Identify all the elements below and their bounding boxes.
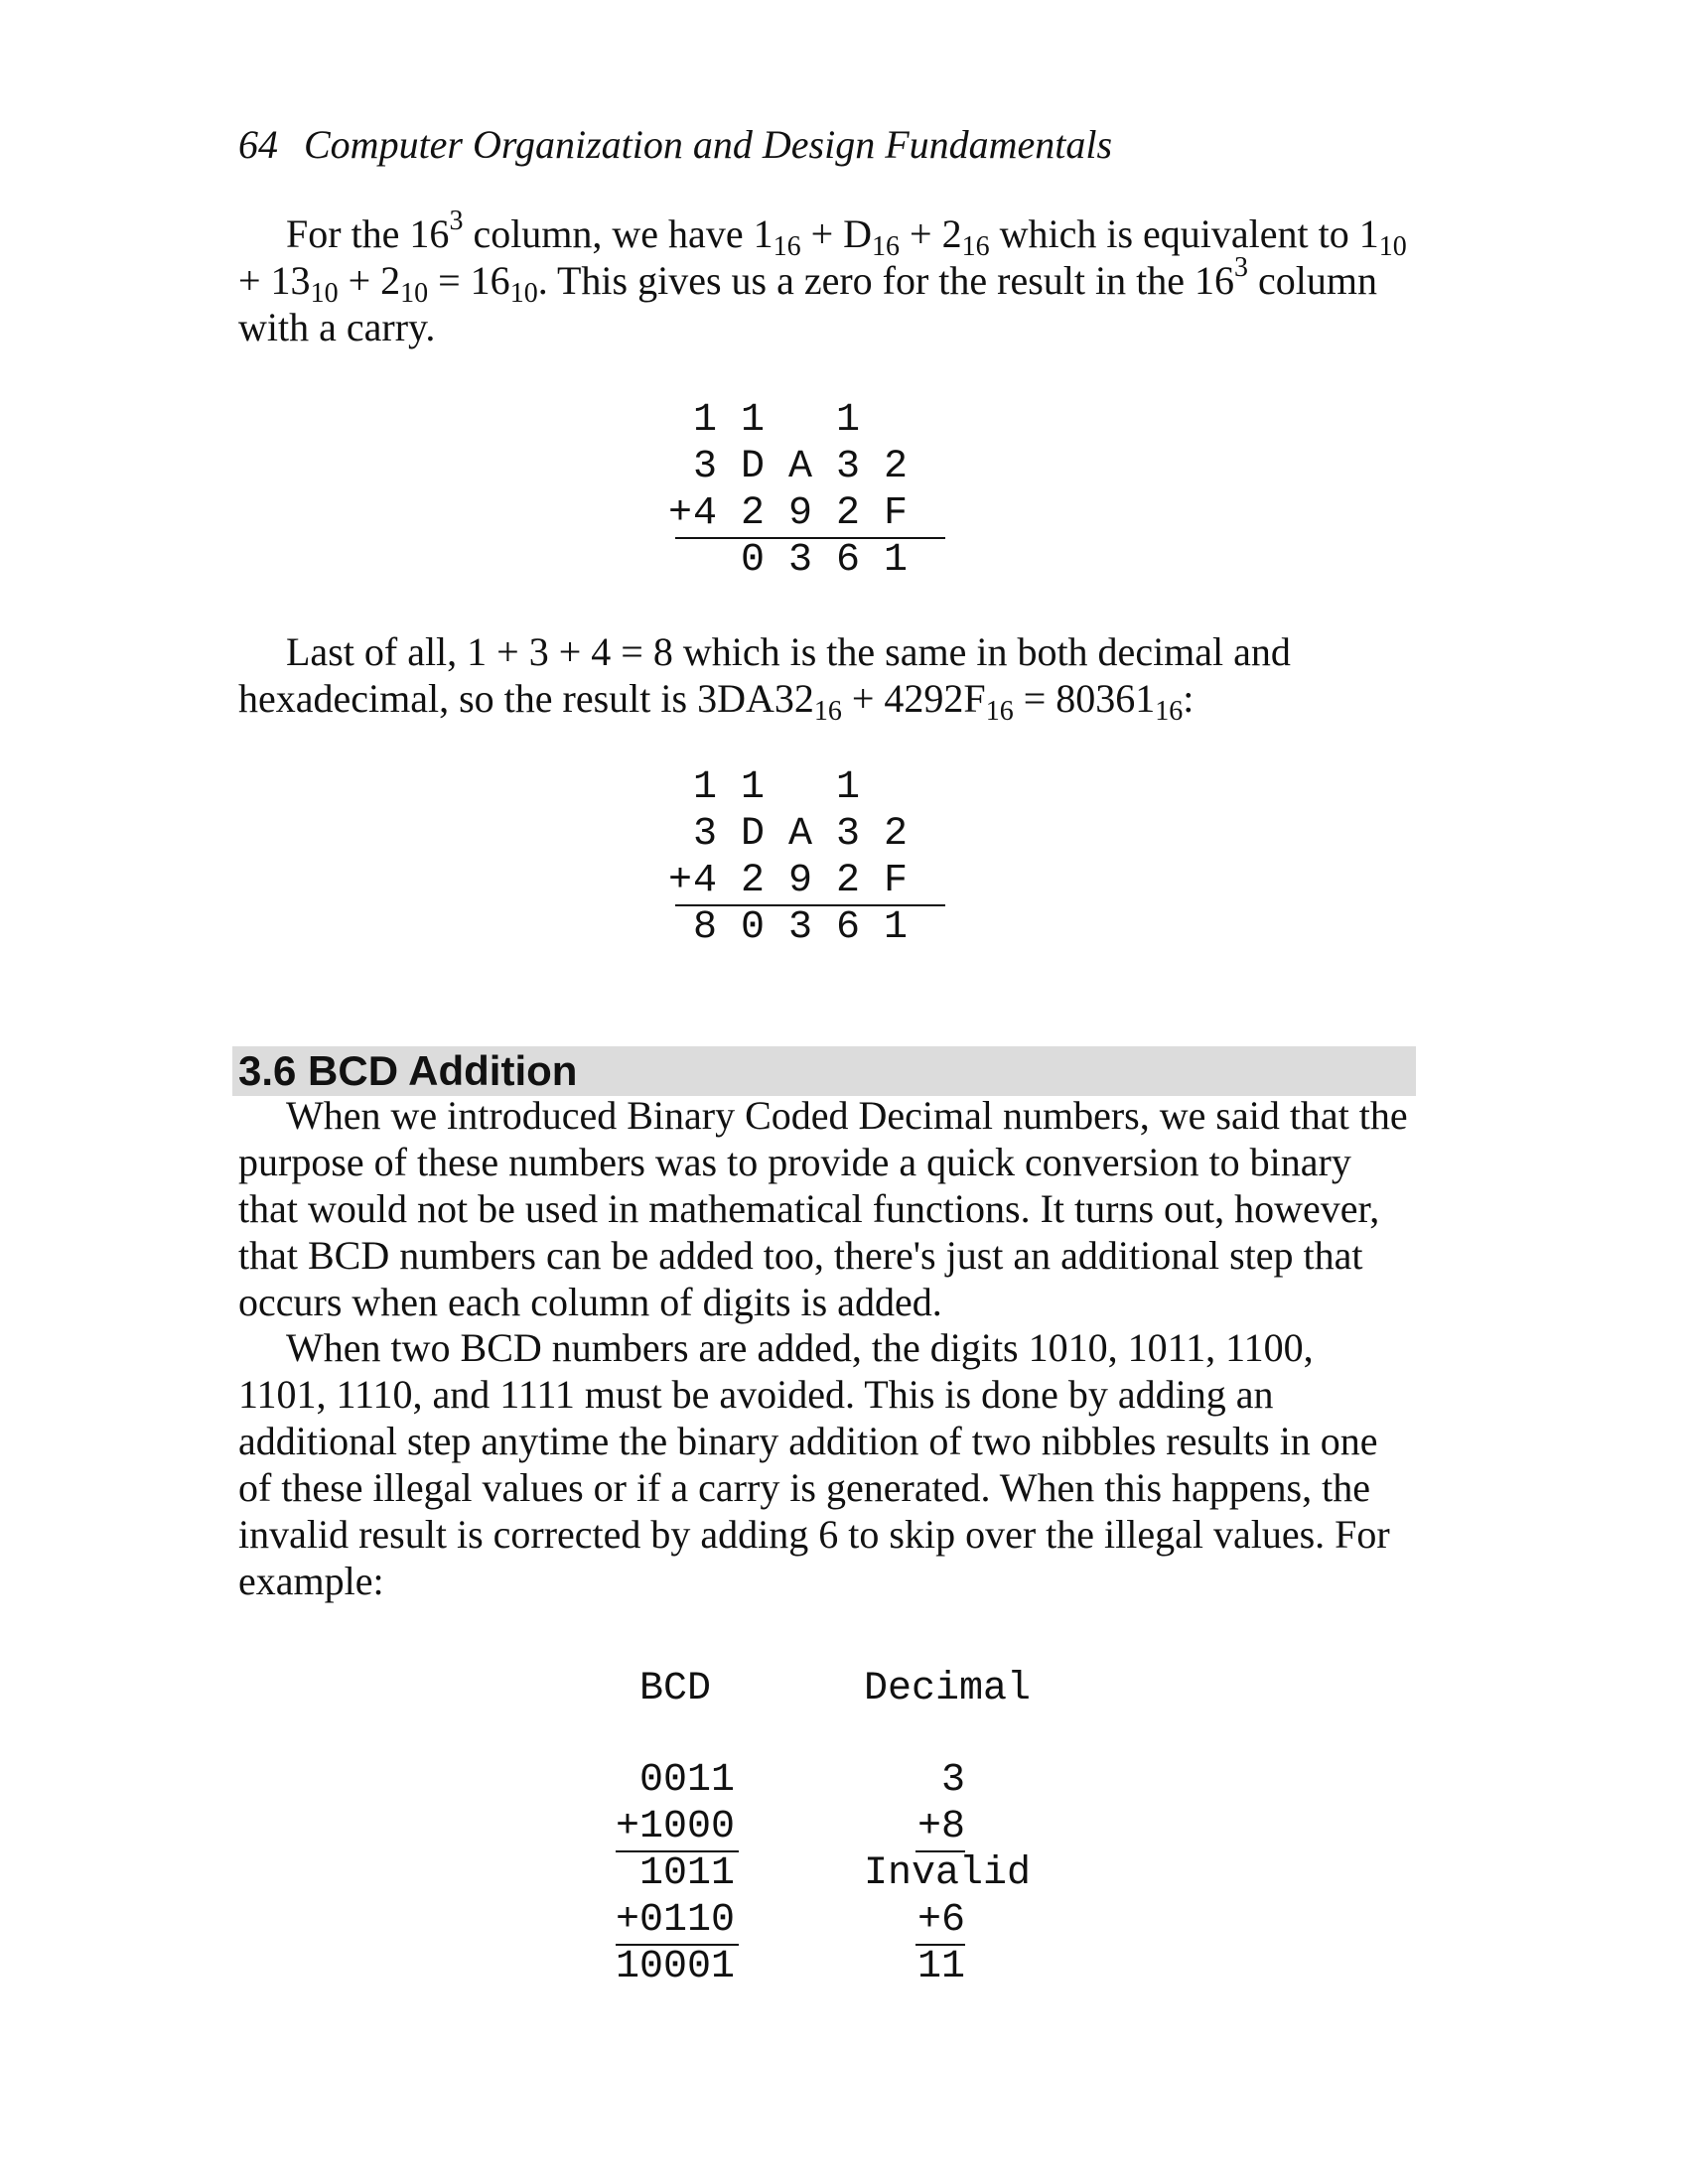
digit: D: [740, 812, 765, 857]
sum-rule-line: [675, 537, 945, 539]
digit: 3: [692, 812, 717, 857]
paragraph-column-16-3: For the $16^3$ column, we have $1_{16} + D_{16} + 2_{16}$ which is equivalent to $1_{10} + 13_{10} + 2_{10} = 16_{10}$. This gives us a zero for the result in the $16^3$ column with a carry.: [238, 205, 1407, 349]
bcd-column-header: BCD: [639, 1667, 712, 1711]
digit: 6: [835, 905, 860, 950]
sum-rule-line: [616, 1850, 739, 1852]
bcd-value: 1011: [616, 1851, 736, 1896]
bcd-value: +1000: [616, 1805, 736, 1849]
digit: 2: [740, 491, 765, 536]
digit: 2: [835, 859, 860, 903]
digit: 1: [883, 538, 908, 583]
digit: 1: [740, 765, 765, 810]
digit: F: [883, 491, 908, 536]
paragraph-bcd-rules: When two BCD numbers are added, the digits 1010, 1011, 1100, 1101, 1110, and 1111 must be avoided. This is done by adding an additional step anytime the binary addition of two nibbles results in one of these illegal values or if a carry is generated. When this happens, the invalid result is corrected by adding 6 to skip over the illegal values. For example:: [238, 1325, 1390, 1603]
decimal-value: +6: [916, 1898, 965, 1943]
digit: 3: [787, 905, 812, 950]
digit: 9: [787, 491, 812, 536]
digit: 3: [692, 445, 717, 489]
decimal-column-header: Decimal: [864, 1667, 1032, 1711]
digit: D: [740, 445, 765, 489]
decimal-value: 11: [916, 1945, 965, 1989]
sum-rule-line: [616, 1944, 739, 1946]
decimal-value: 3: [940, 1758, 965, 1803]
plus-sign: +: [667, 859, 692, 903]
digit: 1: [692, 765, 717, 810]
bcd-value: +0110: [616, 1898, 736, 1943]
paragraph-final-result: Last of all, 1 + 3 + 4 = 8 which is the same in both decimal and hexadecimal, so the result is $3DA32_{16} + 4292F_{16} = 80361_{16}$:: [238, 629, 1291, 727]
digit: 0: [740, 538, 765, 583]
digit: A: [787, 445, 812, 489]
digit: 2: [883, 445, 908, 489]
digit: 6: [835, 538, 860, 583]
bcd-value: 0011: [616, 1758, 736, 1803]
digit: 9: [787, 859, 812, 903]
plus-sign: +: [667, 491, 692, 536]
paragraph-bcd-intro: When we introduced Binary Coded Decimal numbers, we said that the purpose of these numbers was to provide a quick conversion to binary that would not be used in mathematical functions. It turns out, however, that BCD numbers can be added too, there's just an additional step that occurs when each column of digits is added.: [238, 1093, 1408, 1324]
bcd-value: 10001: [616, 1945, 736, 1989]
digit: A: [787, 812, 812, 857]
digit: 1: [835, 765, 860, 810]
page-number: 64: [238, 122, 278, 167]
digit: 2: [835, 491, 860, 536]
digit: 1: [740, 398, 765, 443]
digit: 1: [835, 398, 860, 443]
digit: 3: [835, 812, 860, 857]
book-title: Computer Organization and Design Fundamentals: [304, 122, 1113, 167]
digit: 8: [692, 905, 717, 950]
digit: 2: [740, 859, 765, 903]
sum-rule-line: [915, 1944, 965, 1946]
section-title: 3.6 BCD Addition: [238, 1047, 578, 1094]
digit: 4: [692, 859, 717, 903]
sum-rule-line: [675, 904, 945, 906]
running-header: [238, 121, 1112, 168]
digit: 1: [883, 905, 908, 950]
digit: 2: [883, 812, 908, 857]
decimal-value: +8: [916, 1805, 965, 1849]
digit: 4: [692, 491, 717, 536]
digit: F: [883, 859, 908, 903]
digit: 1: [692, 398, 717, 443]
decimal-value: Invalid: [864, 1851, 1032, 1896]
digit: 0: [740, 905, 765, 950]
digit: 3: [835, 445, 860, 489]
digit: 3: [787, 538, 812, 583]
sum-rule-line: [915, 1850, 965, 1852]
